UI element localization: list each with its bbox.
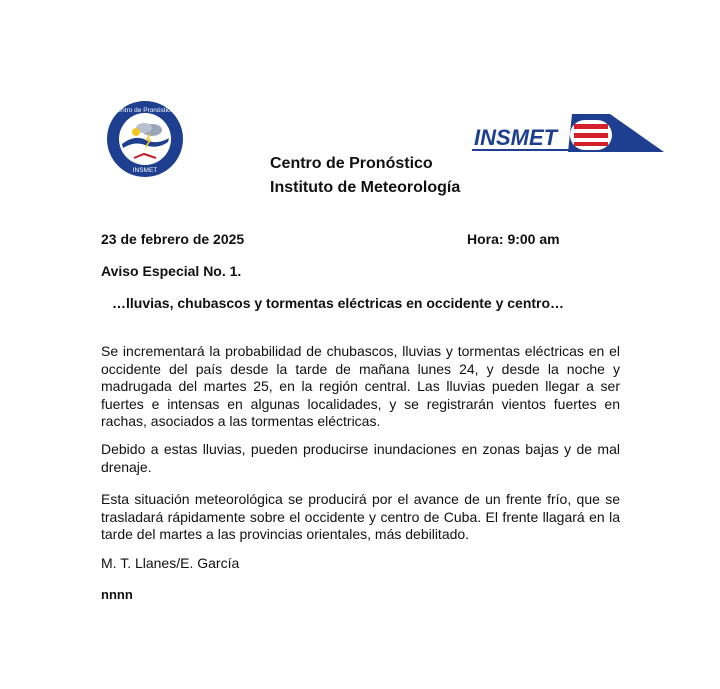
seal-text-bottom: INSMET	[132, 167, 158, 174]
notice-title: Aviso Especial No. 1.	[101, 263, 242, 279]
seal-text-top: Centro de Pronósticos	[112, 107, 178, 114]
insmet-logo	[472, 112, 664, 154]
notice-paragraph-3: Esta situación meteorológica se producirá por el avance de un frente frío, que se trasladará rápidamente sobre el occidente y centro de Cuba. El frente llagará en la tarde del martes a las provincias orientales, más debilitado.	[101, 491, 620, 542]
header-center-name: Centro de Pronóstico	[270, 155, 433, 172]
notice-date: 23 de febrero de 2025	[101, 231, 245, 247]
forecast-center-seal-logo	[106, 100, 184, 178]
notice-time: Hora: 9:00 am	[467, 231, 560, 247]
header-institute-name: Instituto de Meteorología	[270, 179, 461, 196]
insmet-logo-text: INSMET	[474, 125, 558, 150]
signature: M. T. Llanes/E. García	[101, 555, 240, 571]
notice-headline: …lluvias, chubascos y tormentas eléctricas en occidente y centro…	[112, 295, 565, 311]
notice-paragraph-1: Se incrementará la probabilidad de chubascos, lluvias y tormentas eléctricas en el occidente del país desde la tarde de mañana lunes 24, y desde la noche y madrugada del martes 25, en la región central. Las lluvias pueden llegar a ser fuertes e intensas en algunas localidades, y se registrarán vientos fuertes en rachas, asociados a las tormentas eléctricas.	[101, 343, 620, 429]
end-mark: nnnn	[101, 587, 133, 602]
notice-paragraph-2: Debido a estas lluvias, pueden producirse inundaciones en zonas bajas y de mal drenaje.	[101, 441, 620, 475]
